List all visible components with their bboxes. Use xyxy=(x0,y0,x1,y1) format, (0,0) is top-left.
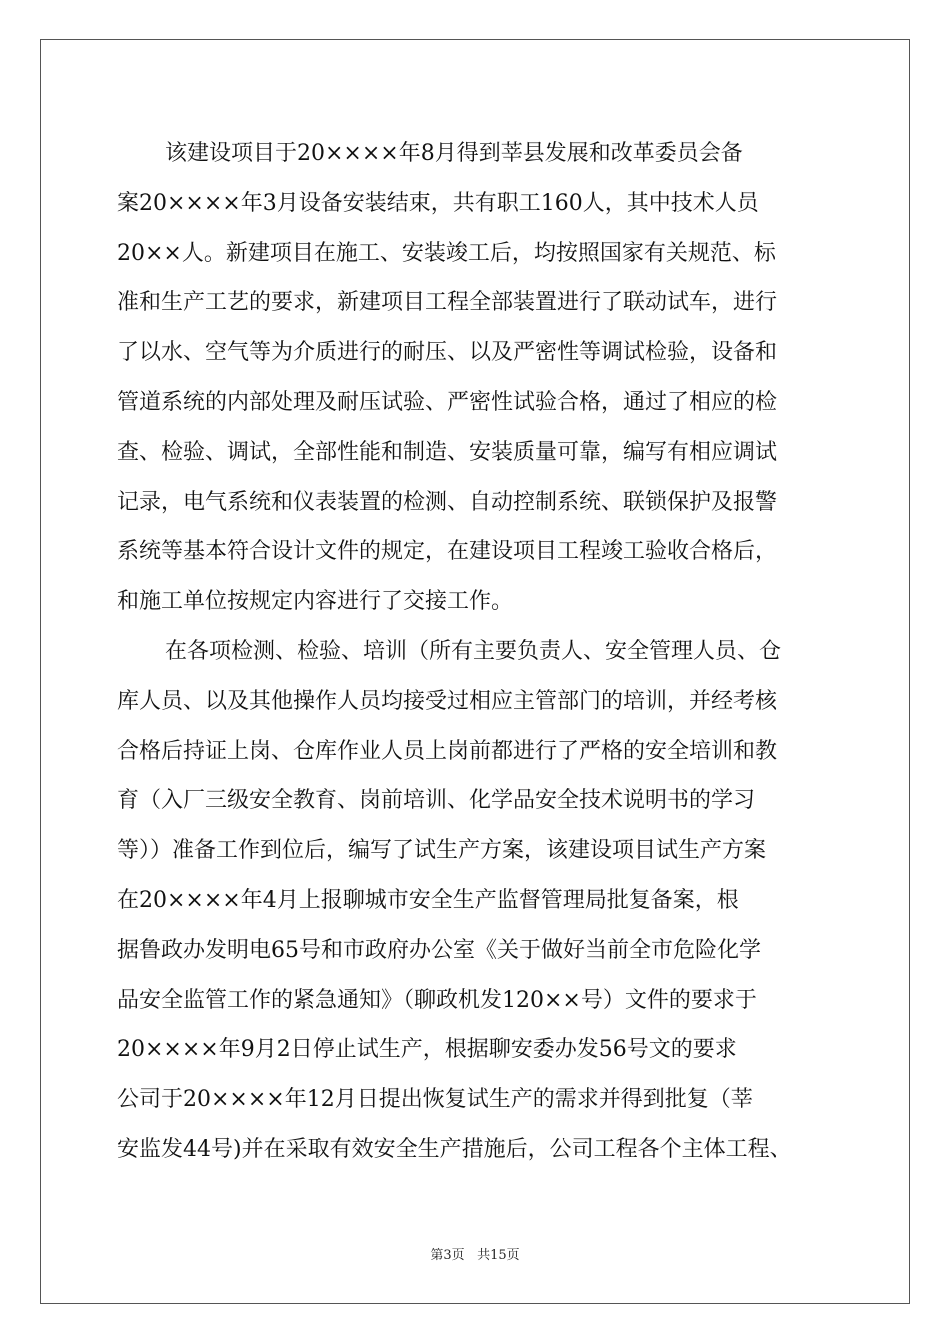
document-body xyxy=(117,129,835,1175)
paragraph-2-line-2: 库人员、以及其他操作人员均接受过相应主管部门的培训，并经考核 xyxy=(117,688,778,714)
paragraph-1-line-7: 查、检验、调试，全部性能和制造、安装质量可靠，编写有相应调试 xyxy=(117,439,778,465)
paragraph-1-line-6: 管道系统的内部处理及耐压试验、严密性试验合格，通过了相应的检 xyxy=(117,389,778,415)
paragraph-2-line-4: 育（入厂三级安全教育、岗前培训、化学品安全技术说明书的学习 xyxy=(117,788,756,814)
paragraph-1-line-10: 和施工单位按规定内容进行了交接工作。 xyxy=(117,589,514,615)
paragraph-2-line-9: 20××××年9月2日停止试生产，根据聊安委办发56号文的要求 xyxy=(117,1037,737,1063)
paragraph-2-line-7: 据鲁政办发明电65号和市政府办公室《关于做好当前全市危险化学 xyxy=(117,937,761,963)
paragraph-1-line-9: 系统等基本符合设计文件的规定，在建设项目工程竣工验收合格后， xyxy=(117,539,778,565)
page-total: 共15页 xyxy=(477,1248,520,1263)
paragraph-2-line-3: 合格后持证上岗、仓库作业人员上岗前都进行了严格的安全培训和教 xyxy=(117,738,778,764)
page-footer xyxy=(0,1244,950,1263)
paragraph-2-line-11: 安监发44号)并在采取有效安全生产措施后，公司工程各个主体工程、 xyxy=(117,1136,792,1162)
paragraph-2-line-5: 等））准备工作到位后，编写了试生产方案，该建设项目试生产方案 xyxy=(117,838,767,864)
paragraph-2-line-1: 在各项检测、检验、培训（所有主要负责人、安全管理人员、仓 xyxy=(165,638,782,664)
paragraph-1-line-5: 了以水、空气等为介质进行的耐压、以及严密性等调试检验，设备和 xyxy=(117,340,778,366)
page-number: 第3页 xyxy=(430,1248,465,1263)
paragraph-1-line-3: 20××人。新建项目在施工、安装竣工后，均按照国家有关规范、标 xyxy=(117,240,776,266)
paragraph-2-line-8: 品安全监管工作的紧急通知》（聊政机发120××号）文件的要求于 xyxy=(117,987,757,1013)
paragraph-1-line-1: 该建设项目于20××××年8月得到莘县发展和改革委员会备 xyxy=(165,141,743,166)
paragraph-1-line-8: 记录，电气系统和仪表装置的检测、自动控制系统、联锁保护及报警 xyxy=(117,489,778,515)
paragraph-2-line-6: 在20××××年4月上报聊城市安全生产监督管理局批复备案，根 xyxy=(117,887,739,913)
paragraph-2-line-10: 公司于20××××年12月日提出恢复试生产的需求并得到批复（莘 xyxy=(117,1087,753,1113)
paragraph-1-line-4: 准和生产工艺的要求，新建项目工程全部装置进行了联动试车，进行 xyxy=(117,290,778,316)
paragraph-1-line-2: 案20××××年3月设备安装结束，共有职工160人，其中技术人员 xyxy=(117,190,759,216)
